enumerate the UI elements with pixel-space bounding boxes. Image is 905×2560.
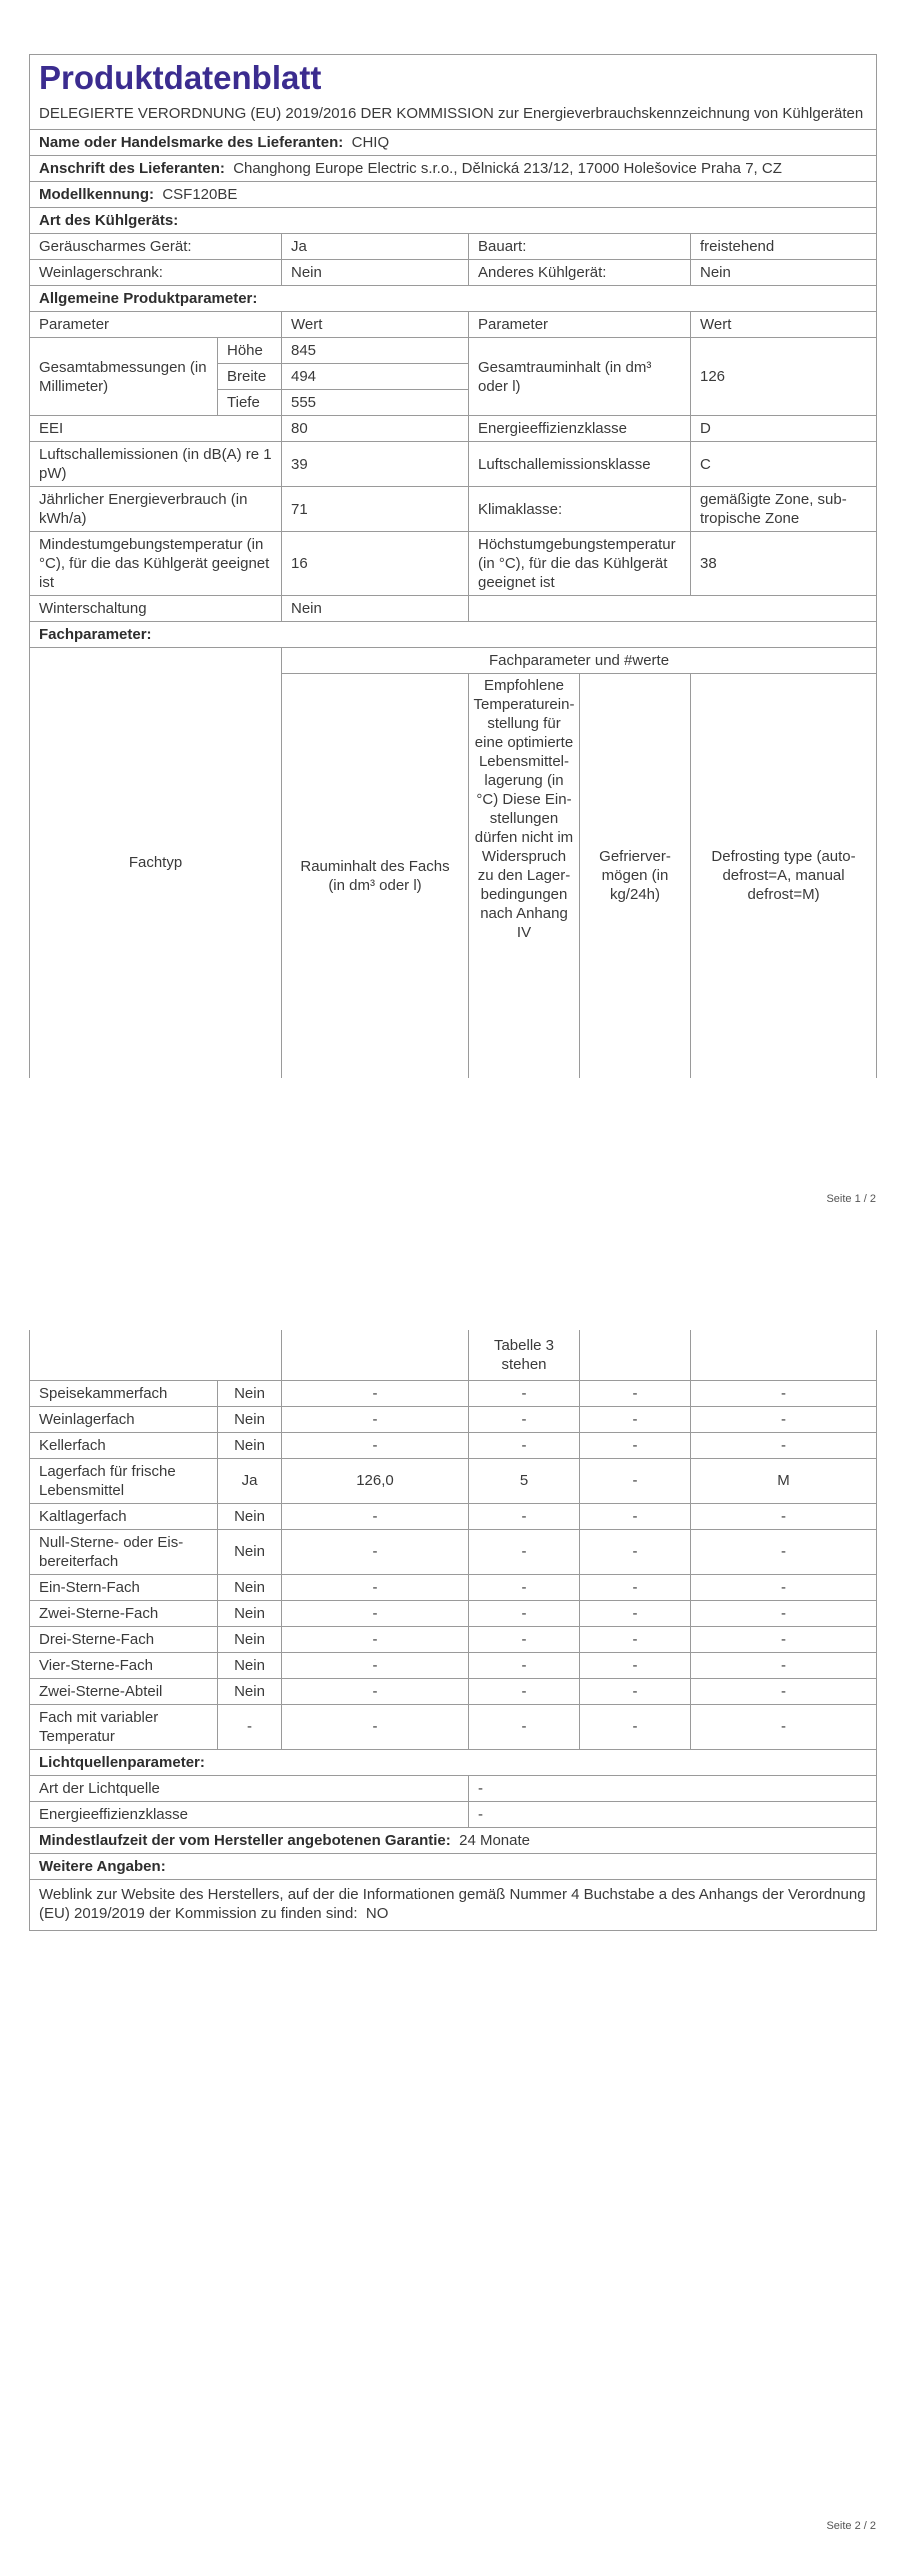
compartment-name: Kaltlagerfach: [30, 1503, 218, 1529]
col-temp-setting: Empfohlene Temperatureinstellung für eine optimierte Lebensmittellagerung (in °C) Diese Einstellungen dürfen nicht im Widerspruch zu den Lagerbedingungen nach Anhang IV: [469, 674, 580, 1078]
design-value: freistehend: [691, 234, 877, 260]
compartment-name: Ein-Stern-Fach: [30, 1574, 218, 1600]
col-defrost-type: Defrosting type (auto-defrost=A, manual defrost=M): [691, 674, 877, 1078]
climate-class-label: Klimaklasse:: [469, 487, 691, 532]
appliance-type-heading: Art des Kühlgeräts:: [30, 208, 877, 234]
width-label: Breite: [218, 364, 282, 390]
col-param-header-2: Parameter: [469, 312, 691, 338]
col-value-header: Wert: [282, 312, 469, 338]
warranty-table: [29, 1827, 877, 1931]
max-temp-label: Höchstumgebungstemperatur (in °C), für die das Kühlgerät geeignet ist: [469, 532, 691, 596]
general-heading: Allgemeine Produktparameter:: [30, 286, 877, 312]
depth-value: 555: [282, 390, 469, 416]
energy-class-label: Energieeffizienzklasse: [469, 416, 691, 442]
width-value: 494: [282, 364, 469, 390]
compartment-present: Nein: [218, 1626, 282, 1652]
further-value: NO: [365, 1904, 389, 1922]
height-label: Höhe: [218, 338, 282, 364]
compartment-freezing: -: [580, 1574, 691, 1600]
compartment-freezing: -: [580, 1626, 691, 1652]
compartment-volume: -: [282, 1704, 469, 1749]
compartment-defrost: -: [691, 1574, 877, 1600]
compartment-volume: 126,0: [282, 1458, 469, 1503]
eei-value: 80: [282, 416, 469, 442]
appliance-type-table: [29, 207, 877, 286]
compartment-freezing: -: [580, 1652, 691, 1678]
regulation-text: DELEGIERTE VERORDNUNG (EU) 2019/2016 DER KOMMISSION zur Energieverbrauchskennzeichnung von Kühlgeräten: [39, 105, 864, 122]
supplier-address-row: [30, 156, 877, 182]
compartment-defrost: M: [691, 1458, 877, 1503]
energy-class-value: D: [691, 416, 877, 442]
page-1: [0, 0, 905, 1230]
light-heading: Lichtquellenparameter:: [30, 1749, 877, 1775]
winter-label: Winterschaltung: [30, 596, 282, 622]
compartment-freezing: -: [580, 1529, 691, 1574]
compartment-defrost: -: [691, 1652, 877, 1678]
table-row: [30, 1574, 877, 1600]
compartment-temp: -: [469, 1626, 580, 1652]
noise-value: 39: [282, 442, 469, 487]
compartment-defrost: -: [691, 1529, 877, 1574]
table-row: [30, 1600, 877, 1626]
datasheet-top: [29, 54, 876, 1078]
climate-class-value: gemäßigte Zone, subtropische Zone: [691, 487, 877, 532]
noise-class-label: Luftschallemissionsklasse: [469, 442, 691, 487]
eei-label: EEI: [30, 416, 282, 442]
model-row: [30, 182, 877, 208]
further-text: Weblink zur Website des Herstellers, auf der die Informationen gemäß Nummer 4 Buchstabe a des Anhangs der Verordnung (EU) 2019/2019 der Kommission zu finden sind:: [39, 1885, 866, 1922]
compartment-group-header: Fachparameter und #werte: [282, 648, 877, 674]
compartment-present: -: [218, 1704, 282, 1749]
page-number: Seite 1 / 2: [826, 1193, 876, 1205]
compartment-temp: -: [469, 1704, 580, 1749]
design-label: Bauart:: [469, 234, 691, 260]
height-value: 845: [282, 338, 469, 364]
min-temp-value: 16: [282, 532, 469, 596]
compartment-present: Nein: [218, 1600, 282, 1626]
further-heading: Weitere Angaben:: [30, 1853, 877, 1879]
compartment-present: Nein: [218, 1406, 282, 1432]
supplier-address-value: Changhong Europe Electric s.r.o., Dělnická 213/12, 17000 Holešovice Praha 7, CZ: [233, 160, 782, 177]
compartment-defrost: -: [691, 1432, 877, 1458]
compartment-freezing: -: [580, 1704, 691, 1749]
compartment-temp: -: [469, 1678, 580, 1704]
compartment-name: Drei-Sterne-Fach: [30, 1626, 218, 1652]
col-param-header: Parameter: [30, 312, 282, 338]
light-class-value: -: [469, 1801, 877, 1827]
noise-label: Luftschallemissionen (in dB(A) re 1 pW): [30, 442, 282, 487]
depth-label: Tiefe: [218, 390, 282, 416]
compartment-name: Kellerfach: [30, 1432, 218, 1458]
table-row: [30, 1380, 877, 1406]
compartment-temp: -: [469, 1574, 580, 1600]
low-noise-value: Ja: [282, 234, 469, 260]
table-row: [30, 1432, 877, 1458]
wine-cabinet-label: Weinlagerschrank:: [30, 260, 282, 286]
compartment-freezing: -: [580, 1458, 691, 1503]
warranty-label: Mindestlaufzeit der vom Hersteller angebotenen Garantie:: [39, 1831, 451, 1849]
compartment-temp: -: [469, 1600, 580, 1626]
model-value: CSF120BE: [162, 186, 238, 203]
col-freezing-capacity: Gefriervermögen (in kg/24h): [580, 674, 691, 1078]
compartment-present: Nein: [218, 1574, 282, 1600]
compartment-name: Weinlagerfach: [30, 1406, 218, 1432]
compartment-defrost: -: [691, 1704, 877, 1749]
compartment-temp: 5: [469, 1458, 580, 1503]
table-row: [30, 1406, 877, 1432]
table-row: [30, 1678, 877, 1704]
total-volume-value: 126: [691, 338, 877, 416]
compartment-volume: -: [282, 1678, 469, 1704]
compartment-temp: -: [469, 1406, 580, 1432]
header-table: [29, 54, 877, 208]
compartment-volume: -: [282, 1380, 469, 1406]
annual-energy-label: Jährlicher Energieverbrauch (in kWh/a): [30, 487, 282, 532]
noise-class-value: C: [691, 442, 877, 487]
compartment-defrost: -: [691, 1600, 877, 1626]
other-appliance-value: Nein: [691, 260, 877, 286]
wine-cabinet-value: Nein: [282, 260, 469, 286]
compartment-volume: -: [282, 1574, 469, 1600]
table-row: [30, 1626, 877, 1652]
compartment-temp: -: [469, 1432, 580, 1458]
compartment-defrost: -: [691, 1678, 877, 1704]
light-type-value: -: [469, 1775, 877, 1801]
compartment-temp: -: [469, 1529, 580, 1574]
compartment-name: Fach mit variabler Temperatur: [30, 1704, 218, 1749]
compartment-defrost: -: [691, 1406, 877, 1432]
compartment-volume: -: [282, 1406, 469, 1432]
compartment-name: Null-Sterne- oder Eisbereiterfach: [30, 1529, 218, 1574]
total-volume-label: Gesamtrauminhalt (in dm³ oder l): [469, 338, 691, 416]
supplier-address-label: Anschrift des Lieferanten:: [39, 160, 225, 177]
compartment-present: Nein: [218, 1432, 282, 1458]
compartment-volume: -: [282, 1503, 469, 1529]
compartment-volume: -: [282, 1432, 469, 1458]
compartment-name: Zwei-Sterne-Fach: [30, 1600, 218, 1626]
table-row: [30, 1503, 877, 1529]
compartment-defrost: -: [691, 1626, 877, 1652]
compartment-temp: -: [469, 1503, 580, 1529]
dimensions-label: Gesamtabmessungen (in Millimeter): [30, 338, 218, 416]
col-volume: Rauminhalt des Fachs (in dm³ oder l): [282, 674, 469, 1078]
warranty-value: 24 Monate: [459, 1831, 530, 1849]
compartment-freezing: -: [580, 1380, 691, 1406]
compartment-table: [29, 1330, 877, 1750]
compartment-freezing: -: [580, 1406, 691, 1432]
compartment-freezing: -: [580, 1678, 691, 1704]
compartment-freezing: -: [580, 1432, 691, 1458]
supplier-brand-row: [30, 130, 877, 156]
table-row: [30, 1652, 877, 1678]
general-params-table: [29, 285, 877, 622]
compartment-present: Ja: [218, 1458, 282, 1503]
min-temp-label: Mindestumgebungstemperatur (in °C), für die das Kühlgerät geeignet ist: [30, 532, 282, 596]
empty-cell: [469, 596, 877, 622]
compartment-name: Lagerfach für frische Lebensmittel: [30, 1458, 218, 1503]
table-row: [30, 1529, 877, 1574]
compartment-present: Nein: [218, 1380, 282, 1406]
compartment-defrost: -: [691, 1380, 877, 1406]
compartment-freezing: -: [580, 1600, 691, 1626]
table-row: [30, 1458, 877, 1503]
compartment-name: Speisekammerfach: [30, 1380, 218, 1406]
light-type-label: Art der Lichtquelle: [30, 1775, 469, 1801]
further-text-row: [30, 1879, 877, 1930]
annual-energy-value: 71: [282, 487, 469, 532]
low-noise-label: Geräuscharmes Gerät:: [30, 234, 282, 260]
compartment-header-table: [29, 621, 877, 1078]
page-title: Produktdatenblatt: [39, 59, 322, 96]
compartment-present: Nein: [218, 1678, 282, 1704]
page-number: Seite 2 / 2: [826, 2520, 876, 2532]
compartment-present: Nein: [218, 1529, 282, 1574]
compartment-freezing: -: [580, 1503, 691, 1529]
col-temp-setting-cont: Tabelle 3 stehen: [469, 1330, 580, 1380]
compartment-temp: -: [469, 1652, 580, 1678]
supplier-brand-value: CHIQ: [351, 134, 390, 151]
max-temp-value: 38: [691, 532, 877, 596]
light-table: [29, 1749, 877, 1828]
col-value-header-2: Wert: [691, 312, 877, 338]
compartment-defrost: -: [691, 1503, 877, 1529]
compartment-volume: -: [282, 1626, 469, 1652]
compartment-temp: -: [469, 1380, 580, 1406]
supplier-brand-label: Name oder Handelsmarke des Lieferanten:: [39, 134, 344, 151]
compartment-present: Nein: [218, 1503, 282, 1529]
compartment-name: Vier-Sterne-Fach: [30, 1652, 218, 1678]
table-row: [30, 1704, 877, 1749]
col-compartment-type: Fachtyp: [30, 648, 282, 1078]
winter-value: Nein: [282, 596, 469, 622]
datasheet-bottom: [29, 1330, 876, 1931]
warranty-row: [30, 1827, 877, 1853]
compartment-name: Zwei-Sterne-Abteil: [30, 1678, 218, 1704]
compartment-volume: -: [282, 1652, 469, 1678]
compartment-volume: -: [282, 1600, 469, 1626]
other-appliance-label: Anderes Kühlgerät:: [469, 260, 691, 286]
compartment-present: Nein: [218, 1652, 282, 1678]
compartment-heading: Fachparameter:: [30, 622, 877, 648]
page-2: [0, 1330, 905, 2560]
model-label: Modellkennung:: [39, 186, 154, 203]
light-class-label: Energieeffizienzklasse: [30, 1801, 469, 1827]
compartment-volume: -: [282, 1529, 469, 1574]
